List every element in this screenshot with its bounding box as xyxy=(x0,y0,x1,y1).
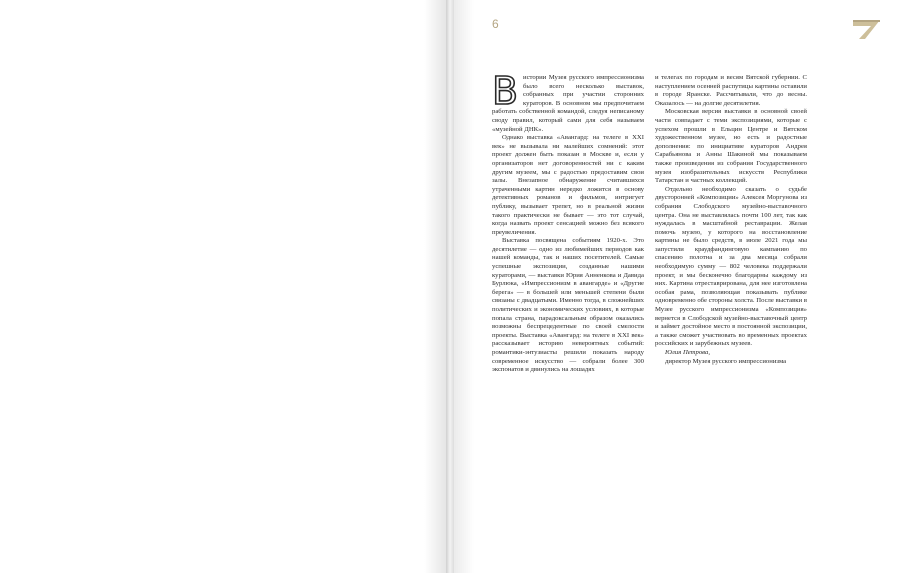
text-column-2 xyxy=(655,74,807,366)
left-page-blank xyxy=(0,0,446,573)
figure-seven-logo-icon xyxy=(852,18,882,40)
right-page xyxy=(454,0,900,573)
signature-role: директор Музея русского импрессионизма xyxy=(665,357,787,365)
page-number: 6 xyxy=(492,17,499,31)
paragraph: и телегах по городам и весям Вятской губернии. С наступлением осенней распутицы картины оставили в городе Яранске. Рассчитывали, что до весны. Оказалось — на долгие десятилетия. xyxy=(655,74,807,107)
dropcap-letter xyxy=(492,75,519,108)
svg-text:В: В xyxy=(492,75,519,108)
paragraph: Московская версия выставки в основной своей части совпадает с теми экспозициями, которые с успехом прошли в Ельцин Центре и Вятском художественном музее, но есть и радостные дополнения: по инициативе кураторов Андрея Сарабьянова и Анны Шакиной мы показываем также произведения из собрания Государственного музея изобразительных искусств Республики Татарстан и частных коллекций. xyxy=(655,108,807,185)
book-gutter xyxy=(446,0,454,573)
paragraph: Однако выставка «Авангард: на телеге в XXI век» не вызывала ни малейших сомнений: этот проект должен быть показан в Москве и, если у организаторов нет договоренностей ни с каким другим музеем, мы с радостью предоставим свои залы. Внезапное обнаружение считавшихся утраченными картин нередко ложится в основу детективных романов и фильмов, интригует публику, вызывает трепет, но в реальной жизни такого практически не бывает — это тот случай, когда назвать проект сенсацией можно без всякого преувеличения. xyxy=(492,134,644,236)
text-column-1 xyxy=(492,74,644,375)
signature-name: Юлия Петрова, xyxy=(665,349,711,356)
paragraph: истории Музея русского импрессионизма было всего несколько выставок, собранных при участии сторонних кураторов. В основном мы предпочитаем работать собственной командой, следуя неписаному своду правил, который сами для себя называем «музейной ДНК». xyxy=(492,74,644,133)
paragraph: Отдельно необходимо сказать о судьбе двусторонней «Композиции» Алексея Моргунова из собрания Слободского музейно-выставочного центра. Она не выставлялась почти 100 лет, так как нуждалась в масштабной реставрации. Желая помочь музею, у которого на восстановление картины не было средств, в июле 2021 года мы запустили краудфандинговую кампанию по спасению полотна и за два месяца собрали необходимую сумму — 802 человека поддержали проект, и мы бесконечно благодарны каждому из них. Картина отреставрирована, для нее изготовлена особая рама, позволяющая показывать публике одновременно обе стороны холста. После выставки в Музее русского импрессионизма «Композиция» вернется в Слободской музейно-выставочный центр и займет достойное место в постоянной экспозиции, а также сможет участвовать во временных проектах российских и зарубежных музеев. xyxy=(655,185,807,348)
paragraph: Выставка посвящена событиям 1920-х. Это десятилетие — одно из любимейших периодов как нашей команды, так и наших посетителей. Самые успешные экспозиции, созданные нашими кураторами, — выставки Юрия Анненкова и Давида Бурлюка, «Импрессионизм в авангарде» и «Другие берега» — в большей или меньшей степени были связаны с двадцатыми. Именно тогда, в сложнейших политических и экономических условиях, в которые попала страна, парадоксальным образом оказались возможны беспрецедентные по своей смелости проекты. Выставка «Авангард: на телеге в XXI век» рассказывает историю невероятных событий: романтики-энтузиасты решили показать народу современное искусство — собрали более 300 экспонатов и двинулись на лошадях xyxy=(492,237,644,374)
